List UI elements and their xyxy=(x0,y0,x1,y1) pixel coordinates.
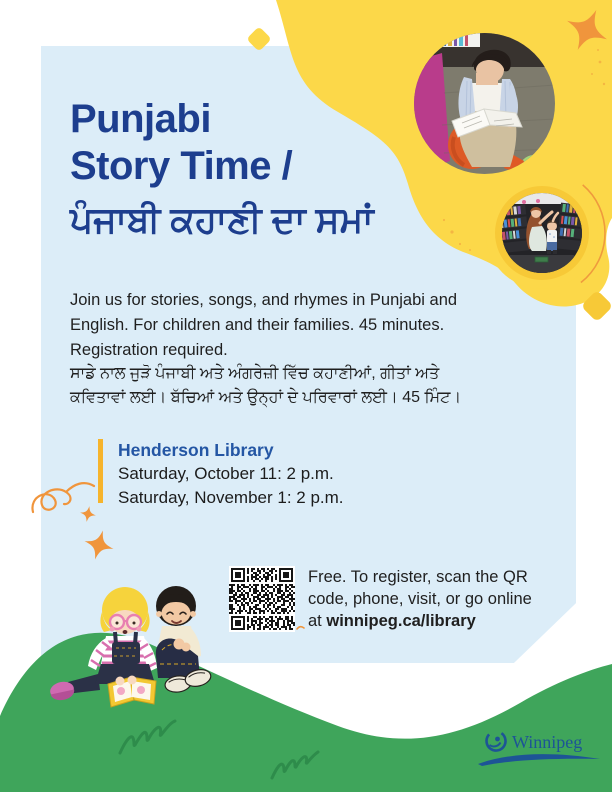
register-line: Free. To register, scan the QR xyxy=(308,568,528,586)
sparkle-star-icon xyxy=(81,527,118,564)
title-line-punjabi: ਪੰਜਾਬੀ ਕਹਾਣੀ ਦਾ ਸਮਾਂ xyxy=(70,199,374,240)
register-line: code, phone, visit, or go online xyxy=(308,590,532,608)
intro-en-line: Registration required. xyxy=(70,341,228,359)
photo-boy-reading xyxy=(414,33,555,174)
schedule-accent-bar xyxy=(98,439,103,503)
register-line xyxy=(308,610,532,632)
intro-paragraph-punjabi xyxy=(70,362,461,410)
winnipeg-wordmark: Winnipeg xyxy=(512,732,583,752)
sparkle-star-icon xyxy=(79,505,98,524)
title-line-english-1: Punjabi xyxy=(70,97,211,141)
intro-pa-line: ਸਾਡੇ ਨਾਲ ਜੁੜੋ ਪੰਜਾਬੀ ਅਤੇ ਅੰਗਰੇਜ਼ੀ ਵਿੱਚ ਕਹਾਣੀਆਂ, ਗੀਤਾਂ ਅਤੇ xyxy=(70,365,440,382)
intro-pa-line: ਕਵਿਤਾਵਾਂ ਲਈ। ਬੱਚਿਆਂ ਅਤੇ ਉਨ੍ਹਾਂ ਦੇ ਪਰਿਵਾਰਾਂ ਲਈ। 45 ਮਿੰਟ। xyxy=(70,389,462,406)
schedule-block xyxy=(98,439,344,509)
winnipeg-logo-swoosh xyxy=(478,754,600,766)
winnipeg-logo xyxy=(478,727,602,777)
winnipeg-logo-icon xyxy=(483,728,509,754)
register-url: winnipeg.ca/library xyxy=(326,612,476,630)
register-url-prefix: at xyxy=(308,612,327,630)
schedule-date: Saturday, November 1: 2 p.m. xyxy=(118,487,344,507)
page-title xyxy=(70,96,374,243)
title-line-english-2: Story Time / xyxy=(70,144,293,188)
orange-tick-icon xyxy=(297,627,304,629)
registration-info xyxy=(308,566,532,632)
diamond-icon xyxy=(246,26,271,51)
curl-icon xyxy=(32,483,94,512)
intro-paragraph-english xyxy=(70,288,457,363)
library-name: Henderson Library xyxy=(118,440,274,460)
photo-library-shelves xyxy=(502,193,582,273)
schedule-date: Saturday, October 11: 2 p.m. xyxy=(118,464,334,483)
intro-en-line: Join us for stories, songs, and rhymes in Punjabi and xyxy=(70,291,458,309)
kids-reading-illustration xyxy=(28,578,243,738)
intro-en-line: English. For children and their families. 45 minutes. xyxy=(70,316,445,334)
